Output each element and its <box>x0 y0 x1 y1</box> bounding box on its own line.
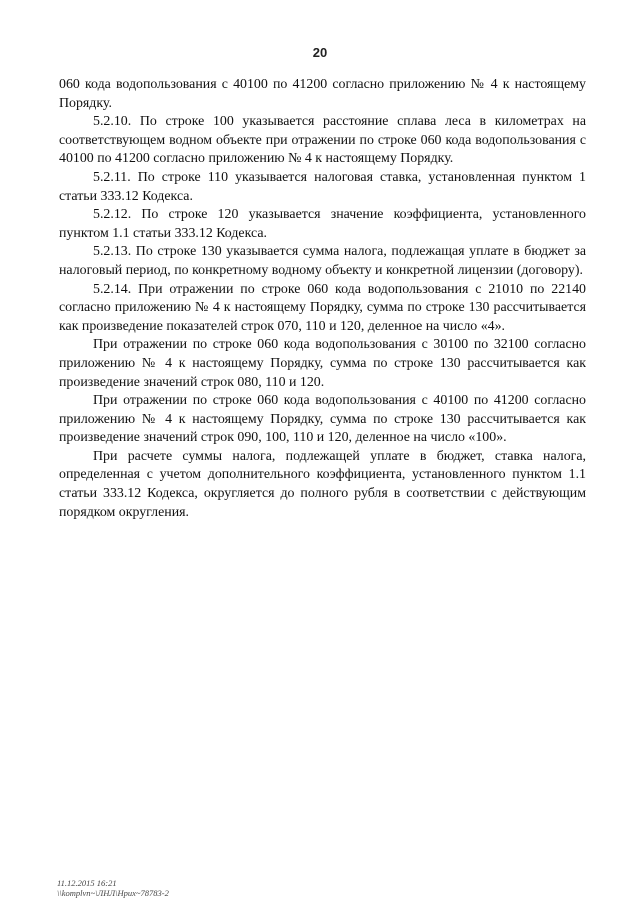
paragraph-5-2-13: 5.2.13. По строке 130 указывается сумма налога, подлежащая уплате в бюджет за налоговый период, по конкретному водному объекту и конкретной лицензии (договору). <box>59 244 586 278</box>
paragraph-code-30100: При отражении по строке 060 кода водопользования с 30100 по 32100 согласно приложению № 4 к настоящему Порядку, сумма по строке 130 рассчитывается как произведение значений строк 080, 110 и 120. <box>59 337 586 390</box>
footer-stamp <box>57 878 169 898</box>
paragraph-5-2-10: 5.2.10. По строке 100 указывается расстояние сплава леса в километрах на соответствующем водном объекте при отражении по строке 060 кода водопользования с 40100 по 41200 согласно приложению № 4 к настоящему Порядку. <box>59 114 586 167</box>
paragraph-5-2-12: 5.2.12. По строке 120 указывается значение коэффициента, установленного пунктом 1.1 статьи 333.12 Кодекса. <box>59 207 586 241</box>
footer-timestamp: 11.12.2015 16:21 <box>57 878 117 888</box>
page-number: 20 <box>312 45 328 60</box>
paragraph-code-40100: При отражении по строке 060 кода водопользования с 40100 по 41200 согласно приложению № 4 к настоящему Порядку, сумма по строке 130 рассчитывается как произведение значений строк 090, 100, 110 и 120, деленное на число «100». <box>59 393 586 446</box>
paragraph-rounding: При расчете суммы налога, подлежащей уплате в бюджет, ставка налога, определенная с учетом дополнительного коэффициента, установленного пунктом 1.1 статьи 333.12 Кодекса, округляется до полного рубля в соответствии с действующим порядком округления. <box>59 448 586 520</box>
document-body <box>59 76 586 522</box>
paragraph-5-2-11: 5.2.11. По строке 110 указывается налоговая ставка, установленная пунктом 1 статьи 333.12 Кодекса. <box>59 169 586 204</box>
paragraph-5-2-14: 5.2.14. При отражении по строке 060 кода водопользования с 21010 по 22140 согласно приложению № 4 к настоящему Порядку, сумма по строке 130 рассчитывается как произведение показателей строк 070, 110 и 120, деленное на число «4». <box>59 281 586 334</box>
footer-file-path: \\komplvn~\ЛНЛ\Нрих~78783-2 <box>57 888 169 898</box>
paragraph-continuation: 060 кода водопользования с 40100 по 41200 согласно приложению № 4 к настоящему Порядку. <box>59 77 586 111</box>
